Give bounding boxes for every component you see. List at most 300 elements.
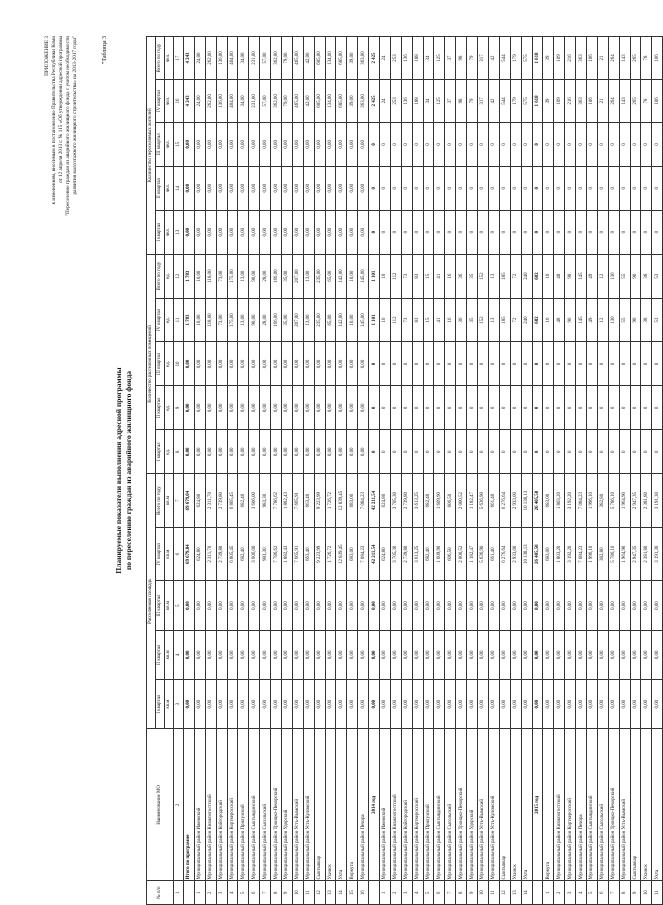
table-row [282, 37, 293, 905]
value-cell: 207,00 [292, 254, 303, 298]
row-number: 1 [543, 881, 554, 905]
value-cell: 0,00 [271, 386, 282, 430]
value-cell: 179 [510, 37, 521, 80]
value-cell: 0,00 [478, 581, 489, 630]
value-cell: 72 [510, 254, 521, 298]
value-cell: 0 [401, 430, 412, 474]
value-cell: 2 311,70 [205, 527, 216, 581]
value-cell: 0,00 [380, 630, 391, 679]
value-cell: 0,00 [565, 680, 576, 729]
value-cell: 363 [576, 37, 587, 80]
value-cell: 166,00 [271, 298, 282, 342]
value-cell: 1 726,72 [325, 474, 336, 528]
unit-cell: чел. [165, 80, 174, 123]
value-cell: 0 [423, 386, 434, 430]
value-cell: 78 [641, 80, 652, 123]
value-cell: 265 [630, 37, 641, 80]
value-cell: 262,00 [205, 80, 216, 123]
row-number: 9 [282, 881, 293, 905]
value-cell: 0 [510, 386, 521, 430]
value-cell: 0,00 [205, 581, 216, 630]
municipality-name: Муниципальный район Прилузский [423, 729, 434, 881]
value-cell: 264 [608, 80, 619, 123]
value-cell: 0,00 [325, 210, 336, 254]
value-cell: 0 [467, 430, 478, 474]
value-cell: 605,00 [314, 37, 325, 80]
row-number: 2 [205, 881, 216, 905]
value-cell: 0,00 [216, 342, 227, 386]
value-cell: 16 [445, 298, 456, 342]
municipality-name: Муниципальный район Прилузский [238, 729, 249, 881]
column-number: 4 [174, 630, 184, 679]
value-cell: 3 192,20 [565, 474, 576, 528]
value-cell: 0,00 [184, 122, 195, 166]
value-cell: 34 [423, 80, 434, 123]
value-cell: 1 882,43 [282, 474, 293, 528]
value-cell: 24 [380, 80, 391, 123]
value-cell: 0,00 [467, 630, 478, 679]
indicators-table [146, 36, 663, 905]
value-cell: 264 [608, 37, 619, 80]
title-line-2: по переселению граждан из аварийного жилищного фонда [123, 370, 133, 571]
value-cell: 90,00 [249, 254, 260, 298]
table-row [521, 37, 532, 905]
value-cell: 0,00 [184, 430, 195, 474]
value-cell: 363,00 [358, 37, 369, 80]
municipality-name: Итого по программе [184, 729, 195, 881]
value-cell: 90 [630, 254, 641, 298]
value-cell: 7 665,91 [292, 474, 303, 528]
value-cell: 0 [499, 166, 510, 210]
value-cell: 0 [619, 430, 630, 474]
value-cell: 0 [380, 342, 391, 386]
value-cell: 69 679,04 [184, 474, 195, 528]
row-number: 10 [641, 881, 652, 905]
value-cell: 0 [456, 430, 467, 474]
value-cell: 0 [543, 342, 554, 386]
unit-cell: ед. [165, 254, 174, 298]
value-cell: 0,00 [303, 210, 314, 254]
value-cell: 73 [401, 254, 412, 298]
value-cell: 0,00 [282, 122, 293, 166]
value-cell: 0 [434, 386, 445, 430]
value-cell: 53 [652, 298, 663, 342]
value-cell: 231,00 [249, 37, 260, 80]
municipality-name: Муниципальный район Сысольский [597, 729, 608, 881]
municipality-name: Муниципальный район Печора [358, 729, 369, 881]
value-cell: 0,00 [205, 342, 216, 386]
value-cell: 0,00 [325, 342, 336, 386]
value-cell: 663,40 [303, 474, 314, 528]
value-cell: 0,00 [630, 680, 641, 729]
table-row [543, 37, 554, 905]
value-cell: 1 726,72 [325, 527, 336, 581]
table-row [184, 37, 195, 905]
value-cell: 6 276,64 [499, 474, 510, 528]
row-number: 2 [554, 881, 565, 905]
value-cell: 1 783 [184, 254, 195, 298]
value-cell: 0,00 [184, 581, 195, 630]
value-cell: 0,00 [238, 680, 249, 729]
value-cell: 0 [467, 166, 478, 210]
value-cell: 0 [401, 166, 412, 210]
value-cell: 0 [434, 210, 445, 254]
value-cell: 0 [554, 166, 565, 210]
value-cell: 0,00 [347, 210, 358, 254]
value-cell: 28,00 [260, 298, 271, 342]
value-cell: 0,00 [434, 680, 445, 729]
row-number: 16 [358, 881, 369, 905]
value-cell: 0 [619, 210, 630, 254]
value-cell: 145,00 [358, 298, 369, 342]
table-row [641, 37, 652, 905]
value-cell: 0 [652, 210, 663, 254]
value-cell: 0 [423, 122, 434, 166]
header-q1: I квартал [156, 210, 165, 254]
value-cell: 0,00 [194, 630, 205, 679]
value-cell: 166,00 [271, 254, 282, 298]
value-cell: 0,00 [292, 210, 303, 254]
value-cell: 0 [554, 210, 565, 254]
value-cell: 0,00 [390, 581, 401, 630]
value-cell: 0 [586, 166, 597, 210]
value-cell: 0,00 [249, 166, 260, 210]
value-cell: 1 182,47 [467, 474, 478, 528]
municipality-name: Сыктывкар [630, 729, 641, 881]
value-cell: 0,00 [358, 166, 369, 210]
row-number: 8 [271, 881, 282, 905]
value-cell: 0,00 [260, 210, 271, 254]
value-cell: 42 211,54 [369, 527, 380, 581]
value-cell: 253 [390, 80, 401, 123]
municipality-name: Муниципальный район Усть-Куломский [303, 729, 314, 881]
value-cell: 0 [434, 166, 445, 210]
municipality-name: Муниципальный район Усть-Вымский [478, 729, 489, 881]
row-number [369, 881, 380, 905]
value-cell: 0 [510, 122, 521, 166]
value-cell: 28,00 [260, 254, 271, 298]
value-cell: 0 [521, 122, 532, 166]
value-cell: 0,00 [260, 386, 271, 430]
unit-cell: ед. [165, 298, 174, 342]
value-cell: 0,00 [358, 342, 369, 386]
value-cell: 0,00 [314, 581, 325, 630]
value-cell: 0 [543, 210, 554, 254]
value-cell: 35,00 [282, 254, 293, 298]
value-cell: 0 [641, 166, 652, 210]
value-cell: 0 [586, 122, 597, 166]
row-number: 4 [576, 881, 587, 905]
value-cell: 0 [488, 342, 499, 386]
value-cell: 235,00 [314, 254, 325, 298]
column-number: 16 [174, 80, 184, 123]
value-cell: 0,00 [314, 386, 325, 430]
value-cell: 0,00 [194, 680, 205, 729]
appendix-line-1: к изменениям, вносимым в постановление Правительства Республики Коми [51, 36, 57, 205]
value-cell: 13 [488, 298, 499, 342]
header-name: Наименование МО [147, 729, 174, 881]
table-row [249, 37, 260, 905]
value-cell: 0 [467, 122, 478, 166]
value-cell: 0,00 [249, 122, 260, 166]
value-cell: 0 [576, 166, 587, 210]
value-cell: 0,00 [401, 581, 412, 630]
value-cell: 0 [390, 386, 401, 430]
appendix-line-2: от 12 апреля 2013 г. № 115 «Об утверждении адресной программы [58, 36, 64, 184]
value-cell: 0 [456, 210, 467, 254]
value-cell: 2 381,80 [641, 474, 652, 528]
value-cell: 0,00 [347, 430, 358, 474]
value-cell: 1 964,90 [619, 527, 630, 581]
value-cell: 83 [412, 254, 423, 298]
value-cell: 0,00 [456, 630, 467, 679]
value-cell: 118,00 [205, 254, 216, 298]
value-cell: 0,00 [314, 342, 325, 386]
value-cell: 3 606,00 [249, 527, 260, 581]
municipality-name: Муниципальный район Корткеросский [412, 729, 423, 881]
value-cell: 0,00 [205, 630, 216, 679]
value-cell: 0,00 [227, 342, 238, 386]
value-cell: 4 243 [184, 37, 195, 80]
value-cell: 0,00 [325, 166, 336, 210]
table-row [565, 37, 576, 905]
value-cell: 0,00 [184, 342, 195, 386]
value-cell: 0 [543, 386, 554, 430]
value-cell: 42 211,54 [369, 474, 380, 528]
value-cell: 0,00 [554, 680, 565, 729]
value-cell: 0,00 [608, 630, 619, 679]
value-cell: 0 [488, 430, 499, 474]
value-cell: 0,00 [260, 430, 271, 474]
value-cell: 72 [510, 298, 521, 342]
value-cell: 0,00 [249, 386, 260, 430]
value-cell: 683,00 [543, 474, 554, 528]
value-cell: 0 [499, 430, 510, 474]
row-number: 1 [194, 881, 205, 905]
table-row [194, 37, 205, 905]
value-cell: 10,00 [347, 298, 358, 342]
value-cell: 90 [565, 298, 576, 342]
value-cell: 0,00 [554, 630, 565, 679]
value-cell: 0 [554, 386, 565, 430]
value-cell: 682,40 [238, 474, 249, 528]
value-cell: 12 839,45 [336, 474, 347, 528]
value-cell: 0 [641, 430, 652, 474]
value-cell: 13,00 [238, 298, 249, 342]
value-cell: 262,00 [205, 37, 216, 80]
value-cell: 1 783 [184, 298, 195, 342]
value-cell: 0,00 [652, 581, 663, 630]
value-cell: 0 [412, 210, 423, 254]
value-cell: 0 [521, 430, 532, 474]
value-cell: 98 [456, 80, 467, 123]
value-cell: 143 [619, 80, 630, 123]
value-cell: 0,00 [325, 122, 336, 166]
value-cell: 0,00 [314, 430, 325, 474]
value-cell: 0 [369, 122, 380, 166]
municipality-name: Муниципальный район Княжпогостский [390, 729, 401, 881]
value-cell: 0,00 [260, 581, 271, 630]
table-row [423, 37, 434, 905]
row-number: 11 [488, 881, 499, 905]
value-cell: 130 [608, 254, 619, 298]
value-cell: 575 [521, 37, 532, 80]
value-cell: 48 [554, 298, 565, 342]
value-cell: 682,40 [423, 527, 434, 581]
value-cell: 663,40 [303, 527, 314, 581]
value-cell: 0,00 [282, 581, 293, 630]
value-cell: 0 [412, 430, 423, 474]
value-cell: 0,00 [260, 342, 271, 386]
value-cell: 0,00 [380, 581, 391, 630]
value-cell: 2 947,35 [630, 474, 641, 528]
title-line-1: Планируемые показатели выполнения адресной программы [114, 367, 123, 574]
value-cell: 0 [641, 210, 652, 254]
row-number: 6 [434, 881, 445, 905]
value-cell: 0 [597, 342, 608, 386]
value-cell: 1 882,43 [282, 527, 293, 581]
municipality-name: Муниципальный район Сысольский [445, 729, 456, 881]
value-cell: 0 [554, 430, 565, 474]
value-cell: 0 [532, 210, 543, 254]
document-page [44, 36, 660, 905]
value-cell: 0,00 [347, 122, 358, 166]
value-cell: 0,00 [347, 342, 358, 386]
municipality-name: Муниципальный район Корткеросский [227, 729, 238, 881]
value-cell: 0,00 [325, 630, 336, 679]
value-cell: 0,00 [576, 680, 587, 729]
value-cell: 0,00 [358, 630, 369, 679]
value-cell: 0,00 [282, 386, 293, 430]
unit-cell: ед. [165, 386, 174, 430]
value-cell: 0,00 [260, 630, 271, 679]
value-cell: 0 [652, 430, 663, 474]
value-cell: 2 381,80 [641, 527, 652, 581]
value-cell: 0 [532, 386, 543, 430]
row-number: 13 [325, 881, 336, 905]
value-cell: 0,00 [194, 342, 205, 386]
value-cell: 34 [423, 37, 434, 80]
value-cell: 0 [597, 210, 608, 254]
column-number: 8 [174, 430, 184, 474]
row-number: 14 [521, 881, 532, 905]
value-cell: 0 [641, 122, 652, 166]
unit-cell: ед. [165, 342, 174, 386]
value-cell: 39,00 [347, 37, 358, 80]
row-number: 5 [423, 881, 434, 905]
value-cell: 0 [641, 342, 652, 386]
value-cell: 136 [401, 37, 412, 80]
row-number: 6 [249, 881, 260, 905]
header-q1: I квартал [156, 680, 165, 729]
value-cell: 106 [586, 37, 597, 80]
value-cell: 7 786,62 [271, 474, 282, 528]
value-cell: 0 [641, 386, 652, 430]
value-cell: 683,00 [543, 527, 554, 581]
table-row [467, 37, 478, 905]
value-cell: 0,00 [456, 581, 467, 630]
value-cell: 683,00 [347, 527, 358, 581]
value-cell: 0 [543, 166, 554, 210]
value-cell: 136,00 [216, 80, 227, 123]
value-cell: 0,00 [194, 581, 205, 630]
value-cell: 9 223,99 [314, 474, 325, 528]
municipality-name: Воркута [347, 729, 358, 881]
municipality-name: Сыктывкар [499, 729, 510, 881]
value-cell: 0,00 [271, 342, 282, 386]
row-number: 15 [347, 881, 358, 905]
value-cell: 0,00 [216, 166, 227, 210]
value-cell: 3 613,25 [412, 527, 423, 581]
value-cell: 0,00 [390, 630, 401, 679]
value-cell: 1 964,90 [619, 474, 630, 528]
value-cell: 0 [369, 386, 380, 430]
value-cell: 0,00 [260, 680, 271, 729]
value-cell: 6 805,45 [227, 474, 238, 528]
value-cell: 109 [554, 37, 565, 80]
value-cell: 0,00 [412, 680, 423, 729]
value-cell: 0,00 [641, 581, 652, 630]
value-cell: 362,00 [271, 80, 282, 123]
value-cell: 544 [499, 37, 510, 80]
table-row [456, 37, 467, 905]
value-cell: 0,00 [216, 430, 227, 474]
value-cell: 79,00 [282, 37, 293, 80]
municipality-name: Муниципальный район Корткеросский [565, 729, 576, 881]
header-q3: III квартал [156, 581, 165, 630]
value-cell: 0 [369, 210, 380, 254]
value-cell: 152 [478, 254, 489, 298]
municipality-name: Муниципальный район Троицко-Печорский [608, 729, 619, 881]
value-cell: 0,00 [271, 122, 282, 166]
value-cell: 2 311,70 [205, 474, 216, 528]
unit-cell: кв.м [165, 474, 174, 528]
value-cell: 0,00 [423, 581, 434, 630]
value-cell: 0 [576, 122, 587, 166]
municipality-name: Муниципальный район Усть-Вымский [619, 729, 630, 881]
value-cell: 175,00 [227, 298, 238, 342]
value-cell: 0 [401, 210, 412, 254]
value-cell: 0,00 [336, 386, 347, 430]
value-cell: 0,00 [194, 210, 205, 254]
municipality-name: Муниципальный район Печора [576, 729, 587, 881]
value-cell: 145 [576, 298, 587, 342]
value-cell: 37 [445, 80, 456, 123]
value-cell: 0,00 [292, 386, 303, 430]
value-cell: 207,00 [292, 298, 303, 342]
value-cell: 0 [597, 166, 608, 210]
value-cell: 0,00 [184, 210, 195, 254]
value-cell: 0,00 [336, 581, 347, 630]
value-cell: 606,50 [445, 474, 456, 528]
value-cell: 0,00 [216, 210, 227, 254]
header-residents: Количество переселяемых жителей [147, 37, 156, 255]
value-cell: 0 [380, 430, 391, 474]
value-cell: 0 [478, 430, 489, 474]
row-number: 3 [565, 881, 576, 905]
value-cell: 0,00 [184, 386, 195, 430]
value-cell: 41 [434, 298, 445, 342]
value-cell: 0 [597, 122, 608, 166]
value-cell: 0,00 [586, 630, 597, 679]
value-cell: 0,00 [292, 581, 303, 630]
value-cell: 36 [456, 298, 467, 342]
value-cell: 0 [390, 342, 401, 386]
value-cell: 661,40 [488, 474, 499, 528]
value-cell: 1 996,10 [586, 474, 597, 528]
value-cell: 0 [608, 430, 619, 474]
value-cell: 0 [456, 122, 467, 166]
